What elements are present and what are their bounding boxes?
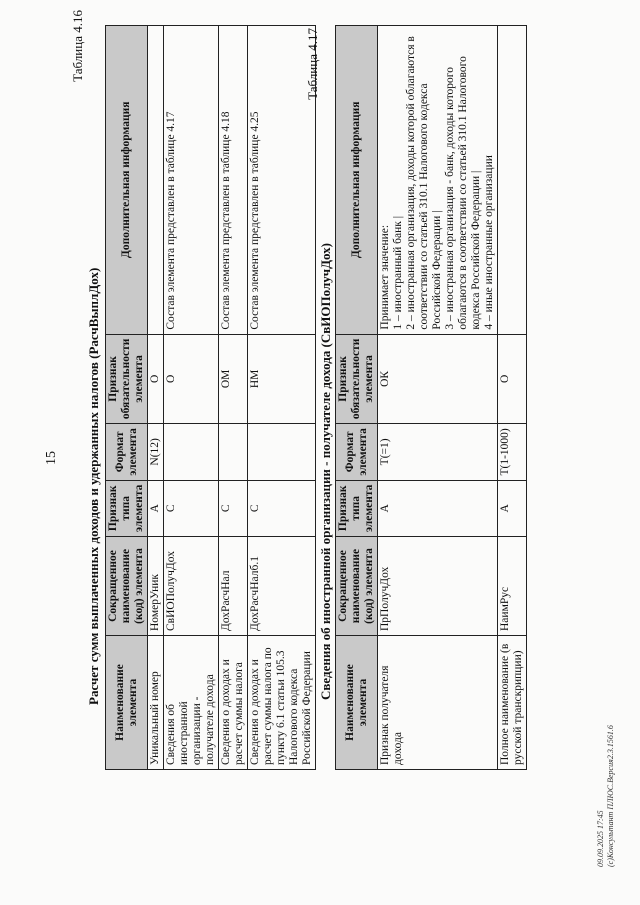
table2-title: Сведения об иностранной организации - получателе дохода (СвИОПолучДох) xyxy=(318,242,333,700)
cell-type: С xyxy=(248,480,316,536)
cell-type: А xyxy=(378,480,498,536)
footer-date: 09.09.2025 17:45 xyxy=(596,810,605,867)
cell-type: А xyxy=(498,480,527,536)
cell-name: Сведения об иностранной организации - получателе дохода xyxy=(164,636,219,770)
cell-format: T(1-1000) xyxy=(498,424,527,480)
table1-header-name: Наименование элемента xyxy=(106,636,148,770)
list-item: 3 – иностранная организация - банк, доходы которого облагаются в соответствии со статьей 310.1 Налогового кодекса Российской Федерации | xyxy=(444,56,482,330)
list-item: Принимает значение: xyxy=(379,224,391,330)
table-row xyxy=(378,26,498,770)
table-row xyxy=(498,26,527,770)
cell-name: Признак получателя дохода xyxy=(378,636,498,770)
table2 xyxy=(335,25,527,770)
table2-header-type: Признак типа элемента xyxy=(336,480,378,536)
table2-header-code: Сокращенное наименование (код) элемента xyxy=(336,537,378,636)
cell-required: О xyxy=(148,334,164,424)
list-item: 1 – иностранный банк | xyxy=(392,215,404,330)
cell-info: Состав элемента представлен в таблице 4.25 xyxy=(248,26,316,335)
table1-header-code: Сокращенное наименование (код) элемента xyxy=(106,537,148,636)
cell-format: T(=1) xyxy=(378,424,498,480)
table-row xyxy=(219,26,248,770)
cell-code: ДохРасчНалб.1 xyxy=(248,537,316,636)
cell-required: О xyxy=(498,334,527,424)
list-item: 2 – иностранная организация, доходы которой облагаются в соответствии со статьей 310.1 Налогового кодекса Российской Федерации | xyxy=(405,36,443,330)
table1-header-info: Дополнительная информация xyxy=(106,26,148,335)
table-row xyxy=(248,26,316,770)
table1-header-required: Признак обязательности элемента xyxy=(106,334,148,424)
cell-name: Уникальный номер xyxy=(148,636,164,770)
cell-required: ОК xyxy=(378,334,498,424)
cell-name: Полное наименование (в русской транскрипции) xyxy=(498,636,527,770)
cell-info xyxy=(378,26,498,335)
table1-header-type: Признак типа элемента xyxy=(106,480,148,536)
cell-name: Сведения о доходах и расчет суммы налога xyxy=(219,636,248,770)
cell-name: Сведения о доходах и расчет суммы налога по пункту 6.1 статьи 105.3 Налогового кодекса Российской Федерации xyxy=(248,636,316,770)
cell-code: ДохРасчНал xyxy=(219,537,248,636)
cell-code: НаимРус xyxy=(498,537,527,636)
table2-header-info: Дополнительная информация xyxy=(336,26,378,335)
cell-code: ПрПолучДох xyxy=(378,537,498,636)
cell-type: А xyxy=(148,480,164,536)
table1-header-row xyxy=(106,26,148,770)
cell-format xyxy=(219,424,248,480)
cell-info: Состав элемента представлен в таблице 4.18 xyxy=(219,26,248,335)
cell-info xyxy=(148,26,164,335)
table2-header-format: Формат элемента xyxy=(336,424,378,480)
info-list xyxy=(379,30,496,330)
table1 xyxy=(105,25,316,770)
cell-required: НМ xyxy=(248,334,316,424)
cell-required: ОМ xyxy=(219,334,248,424)
cell-type: С xyxy=(164,480,219,536)
table2-caption: Таблица 4.17 xyxy=(305,28,320,100)
cell-info xyxy=(498,26,527,335)
cell-type: С xyxy=(219,480,248,536)
footer-stamp xyxy=(596,725,616,867)
cell-format: N(12) xyxy=(148,424,164,480)
cell-code: НомерУник xyxy=(148,537,164,636)
page-number: 15 xyxy=(44,451,59,465)
table1-title: Расчет сумм выплаченных доходов и удержанных налогов (РасчВыплДох) xyxy=(86,267,101,705)
table1-caption: Таблица 4.16 xyxy=(70,10,85,82)
cell-format xyxy=(248,424,316,480)
table-row xyxy=(148,26,164,770)
table2-header-row xyxy=(336,26,378,770)
cell-info: Состав элемента представлен в таблице 4.17 xyxy=(164,26,219,335)
table2-header-required: Признак обязательности элемента xyxy=(336,334,378,424)
table1-header-format: Формат элемента xyxy=(106,424,148,480)
table-row xyxy=(164,26,219,770)
cell-code: СвИОПолучДох xyxy=(164,537,219,636)
footer-source: (c)Консультант ПЛЮС.Версия2.3.1561.6 xyxy=(606,725,615,867)
cell-required: О xyxy=(164,334,219,424)
list-item: 4 – иные иностранные организации xyxy=(483,155,495,330)
cell-format xyxy=(164,424,219,480)
table2-header-name: Наименование элемента xyxy=(336,636,378,770)
